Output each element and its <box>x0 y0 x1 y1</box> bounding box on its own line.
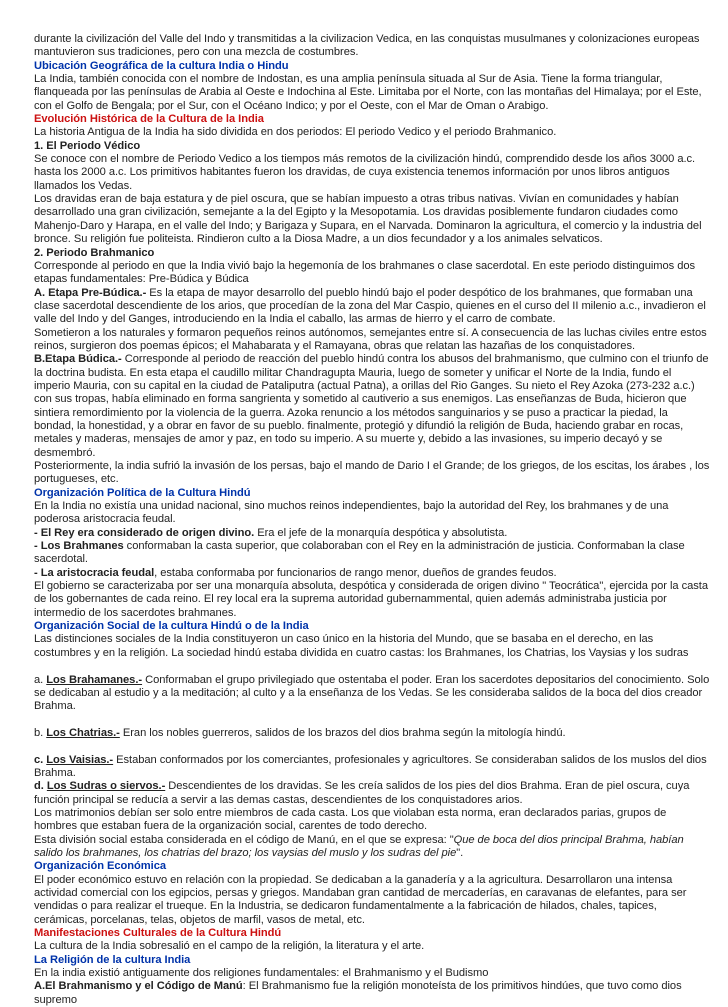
heading-periodo-brahmanico: 2. Periodo Brahmanico <box>34 246 155 259</box>
casta-vaisias <box>34 754 710 781</box>
casta-chatrias-text: Eran los nobles guerreros, salidos de los brazos del dios brahma según la mitología hindú. <box>119 726 566 739</box>
manu-text-b: ". <box>456 846 464 859</box>
economica-paragraph: El poder económico estuvo en relación con la propiedad. Se dedicaban a la ganadería y a la agricultura. Desarrollaron una intensa actividad comercial con los egipcios, persas y griegos. Mandaban gran cantidad de mercaderías, en caravanas de elefantes, para ser vendidas o para realizar el trueque. En la Industria, se dedicaron fundamentalmente a la fabricación de hilados, chales, tapices, cerámicas, porcelanas, telas, objetos de marfil, vasos de metal, etc. <box>34 873 687 926</box>
casta-sudras <box>34 780 710 807</box>
spacer <box>34 740 710 753</box>
heading-manifestaciones: Manifestaciones Culturales de la Cultura Hindú <box>34 927 282 940</box>
etapa-prebudica-text: Es la etapa de mayor desarrollo del pueblo hindú bajo el poder despótico de los brahmanes, que formaban una clase sacerdotal descendiente de los arios, que procedían de la zona del Mar Caspio, quienes en el curso del II milenio a.c., invadieron el valle del Indo y del Ganges, introduciendo en la India el caballo, las armas de hierro y el carro de combate. <box>34 286 706 326</box>
casta-a-prefix: a. <box>34 673 47 686</box>
casta-d-prefix: d. <box>34 780 47 793</box>
rey-label: - El Rey era considerado de origen divino. <box>34 526 255 539</box>
manifestaciones-paragraph: La cultura de la India sobresalió en el campo de la religión, la literatura y el arte. <box>34 940 425 953</box>
sometieron-paragraph: Sometieron a los naturales y formaron pequeños reinos autónomos, semejantes entre sí. A consecuencia de las luchas civiles entre estos reinos, surgieron dos poemas épicos; el Mahabarata y el Ramayana, obras que relatan las hazañas de los conquistadores. <box>34 326 707 352</box>
etapa-budica-label: B.Etapa Búdica.- <box>34 353 122 366</box>
casta-vaisias-label: Los Vaisias.- <box>46 753 114 766</box>
matrimonios-paragraph: Los matrimonios debían ser solo entre miembros de cada casta. Los que violaban esta norma, eran declarados parias, grupos de hombres que estaban fuera de la organización social, carentes de todo derecho. <box>34 806 667 833</box>
spacer <box>34 714 710 727</box>
intro-paragraph: durante la civilización del Valle del Indo y transmitidas a la civilizacion Vedica, en las conquistas musulmanes y colonizaciones europeas mantuvieron sus tradiciones, pero con una mezcla de costumbres. <box>34 33 700 59</box>
heading-ubicacion: Ubicación Geográfica de la cultura India o Hindu <box>34 59 289 72</box>
religion-paragraph: En la india existió antiguamente dos religiones fundamentales: el Brahmanismo y el Budismo <box>34 967 489 980</box>
document-body <box>34 33 710 1007</box>
manu-text-a: Esta división social estaba considerada en el código de Manú, en el que se expresa: " <box>34 833 454 846</box>
casta-sudras-text: Descendientes de los dravidas. Se les creía salidos de los pies del dios Brahma. Eran de piel oscura, cuya función principal se reducía a servir a las demas castas, descendientes de los conquistadores arios. <box>34 780 690 806</box>
spacer <box>34 660 710 673</box>
posteriormente-paragraph: Posteriormente, la india sufrió la invasión de los persas, bajo el mando de Dario I el Grande; de los griegos, de los escitas, los árabes , los portugueses, etc. <box>34 460 710 486</box>
brahmanismo-text: : El Brahmanismo fue la religión monoteísta de los primitivos hindúes, que tuvo como dios supremo <box>34 980 682 1006</box>
aristocracia-text: , estaba conformaba por funcionarios de rango menor, dueños de grandes feudos. <box>154 566 557 579</box>
heading-organizacion-politica: Organización Política de la Cultura Hindú <box>34 486 251 499</box>
casta-chatrias-label: Los Chatrias.- <box>46 726 120 739</box>
vedico-paragraph-2: Los dravidas eran de baja estatura y de piel oscura, que se habían impuesto a otras tribus nativas. Vivían en comunidades y habían desarrollado una gran civilización, semejante a la del Egipto y la Mesopotamia. Los dravidas posiblemente fundaron ciudades como Mahenjo-Daro y Harapa, en el valle del Indo; y Barigaza y Supara, en el Narvada. Dominaron la agricultura, el comercio y la industria del bronce. Su religión fue politeista. Rindieron culto a la Diosa Madre, a un dios fecundador y a los animales selvaticos. <box>34 193 702 246</box>
brahmanes-item <box>34 540 710 567</box>
brahmanes-text: conformaban la casta superior, que colaboraban con el Rey en la administración de justicia. Conformaban la clase sacerdotal. <box>34 540 685 566</box>
casta-vaisias-text: Estaban conformados por los comerciantes, profesionales y agricultores. Se consideraban salidos de los muslos del dios Brahma. <box>34 753 707 779</box>
etapa-prebudica-label: A. Etapa Pre-Búdica.- <box>34 286 147 299</box>
casta-brahamanes-text: Conformaban el grupo privilegiado que ostentaba el poder. Eran los sacerdotes depositarios del conocimiento. Solo se dedicaban al estudio y a la meditación; al culto y a la enseñanza de los Vedas. Se les consideraba salidos de la boca del dios creador Brahma. <box>34 673 710 713</box>
rey-item <box>34 527 710 540</box>
politica-paragraph: En la India no existía una unidad nacional, sino muchos reinos independientes, bajo la autoridad del Rey, los brahmanes y de una poderosa aristocracia feudal. <box>34 500 669 526</box>
aristocracia-label: - La aristocracia feudal <box>34 566 155 579</box>
etapa-prebudica-paragraph <box>34 287 710 327</box>
casta-brahamanes-label: Los Brahamanes.- <box>46 673 143 686</box>
heading-organizacion-economica: Organización Económica <box>34 860 167 873</box>
brahmanes-label: - Los Brahmanes <box>34 540 124 553</box>
ubicacion-paragraph: La India, también conocida con el nombre de Indostan, es una amplia península situada al Sur de Asia. Tiene la forma triangular, flanqueada por las penínsulas de Arabia al Oeste e Indochina al Este. Limitaba por el Norte, con las montañas del Himalaya; por el Este, con el Golfo de Bengala; por el Sur, con el Océano Indico; y por el Oeste, con el Mar de Oman o Arabigo. <box>34 73 702 112</box>
casta-sudras-label: Los Sudras o siervos.- <box>46 780 166 793</box>
gobierno-paragraph: El gobierno se caracterizaba por ser una monarquía absoluta, despótica y considerada de origen divino " Teocrática", ejercida por la casta de los gobernantes de cada reino. El rey local era la suprema autoridad gubernammental, quien además administraba justicia por intermedio de los sacerdotes brahmanes. <box>34 580 708 619</box>
casta-brahamanes <box>34 674 710 714</box>
brahmanismo-label: A.El Brahmanismo y el Código de Manú <box>34 980 243 993</box>
etapa-budica-text: Corresponde al periodo de reacción del pueblo hindú contra los abusos del brahmanismo, que culmino con el triunfo de la doctrina budista. En esta etapa el caudillo militar Chandragupta Mauria, luego de someter y unificar el Norte de la India, fundo el imperio Mauria, con su capital en la ciudad de Pataliputra (actual Patna), a orillas del Rio Ganges. Su nieto el Rey Azoka (273-232 a.c.) con sus tropas, había eliminado en forma sangrienta y sometido al cautiverio a sus enemigos. Las enseñanzas de Buda, hicieron que sintiera remordimiento por la violencia de la guerra. Azoka renuncio a los métodos sanguinarios y se puso a practicar la piedad, la bondad, la honestidad, y a obrar en favor de su pueblo. finalmente, protegió y difundió la religión de Buda, haciendo grabar en rocas, metales y maderas, mensajes de amor y paz, en todo su imperio. A su muerte y, debido a las invasiones, su imperio decayó y se desmembró. <box>34 353 709 459</box>
rey-text: Era el jefe de la monarquía despótica y absolutista. <box>254 526 508 539</box>
aristocracia-item <box>34 567 710 580</box>
evolucion-paragraph: La historia Antigua de la India ha sido dividida en dos periodos: El periodo Vedico y el periodo Brahmanico. <box>34 126 557 139</box>
etapa-budica-paragraph <box>34 353 710 460</box>
manu-quote: Que de boca del dios principal Brahma, habían salido los brahmanes, los chatrias del brazo; los vaysias del muslo y los sudras del pie <box>34 833 684 859</box>
brahmanismo-paragraph <box>34 980 710 1007</box>
vedico-paragraph-1: Se conoce con el nombre de Periodo Vedico a los tiempos más remotos de la civilización hindú, comprendido desde los años 3000 a.c. hasta los 2000 a.c. Los primitivos habitantes fueron los dravidas, de cuya existencia tenemos información por unos libros antiguos llamados los Vedas. <box>34 153 696 192</box>
heading-periodo-vedico: 1. El Periodo Védico <box>34 139 141 152</box>
casta-chatrias <box>34 727 710 740</box>
heading-religion: La Religión de la cultura India <box>34 953 191 966</box>
casta-b-prefix: b. <box>34 726 47 739</box>
casta-c-prefix: c. <box>34 753 47 766</box>
brahmanico-paragraph: Corresponde al periodo en que la India vivió bajo la hegemonía de los brahmanes o clase sacerdotal. En este periodo distinguimos dos etapas fundamentales: Pre-Búdica y Búdica <box>34 259 696 286</box>
heading-evolucion: Evolución Histórica de la Cultura de la India <box>34 113 264 126</box>
social-paragraph: Las distinciones sociales de la India constituyeron un caso único en la historia del Mundo, que se basaba en el derecho, en las costumbres y en la religión. La sociedad hindú estaba dividida en cuatro castas: los Brahmanes, los Chatrias, los Vaysias y los sudras <box>34 633 689 659</box>
heading-organizacion-social: Organización Social de la cultura Hindú o de la India <box>34 620 309 633</box>
manu-paragraph <box>34 834 710 861</box>
